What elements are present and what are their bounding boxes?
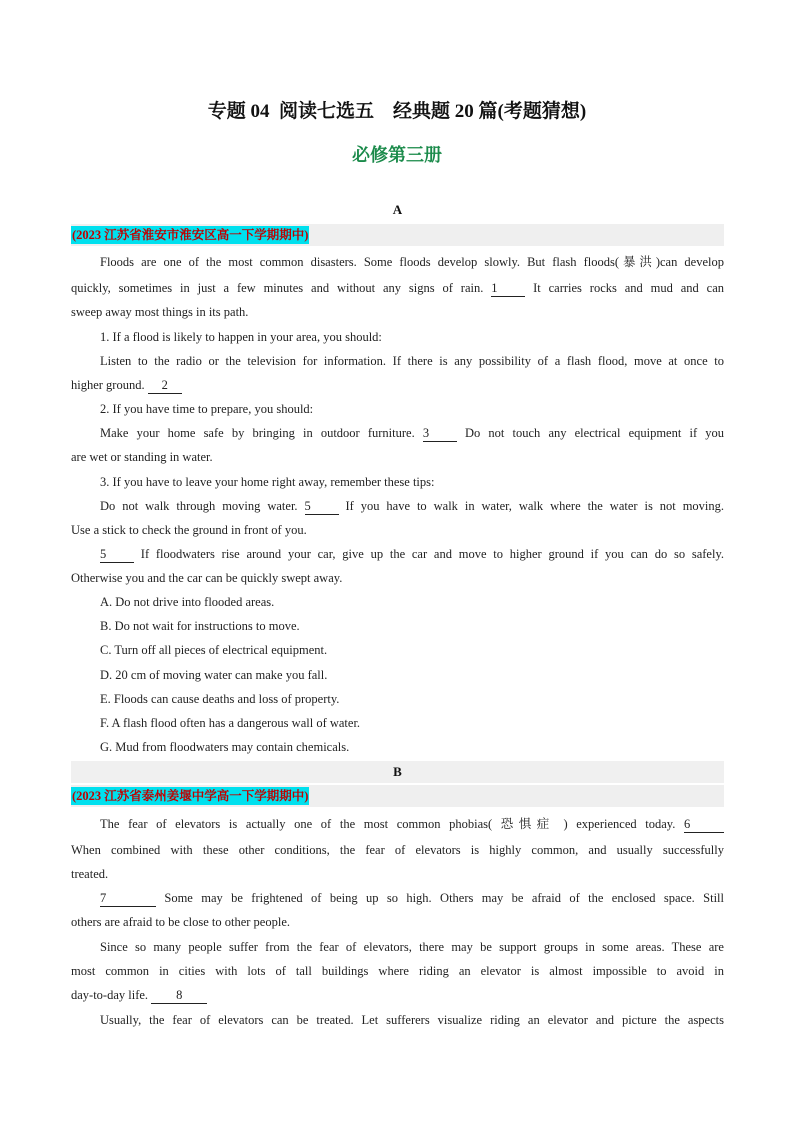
passage-a-heading-2: 2. If you have time to prepare, you should:	[100, 402, 314, 416]
passage-b-p2-line2: others are afraid to be close to other people.	[71, 915, 291, 929]
blank-2[interactable]: 2	[148, 378, 182, 394]
document-title: 专题 04 阅读七选五 经典题 20 篇(考题猜想)	[207, 101, 587, 122]
passage-b-p2-line1-text: Some may be frightened of being up so high. Others may be afraid of the enclosed space. Still	[164, 891, 724, 905]
blank-7[interactable]: 7	[100, 891, 156, 907]
option-f: F. A flash flood often has a dangerous wall of water.	[100, 716, 361, 730]
passage-a-p1-line2b: It carries rocks and mud and can	[533, 281, 725, 295]
passage-a-p3-line1a: Make your home safe by bringing in outdoor furniture.	[100, 426, 415, 440]
passage-b-p3-line3-text: day-to-day life.	[71, 988, 149, 1002]
passage-b-p3-line1: Since so many people suffer from the fear of elevators, there may be support groups in some areas. These are	[100, 940, 724, 954]
passage-b-p4-line1: Usually, the fear of elevators can be treated. Let sufferers visualize riding an elevator and picture the aspects	[100, 1013, 724, 1027]
passage-b-p1-line2: When combined with these other conditions, the fear of elevators is highly common, and usually successfully	[71, 843, 724, 857]
passage-a-source-bar	[71, 224, 724, 246]
passage-b-p1-line1	[71, 812, 724, 836]
passage-a-p1-line2a: quickly, sometimes in just a few minutes and without any signs of rain.	[71, 281, 484, 295]
passage-a-p4-line1a: Do not walk through moving water.	[100, 499, 298, 513]
passage-a-p4-line1b: If you have to walk in water, walk where the water is not moving.	[345, 499, 725, 513]
passage-a-p4-line1	[71, 494, 724, 518]
blank-8[interactable]: 8	[151, 988, 207, 1004]
passage-a-p5-line1-text: If floodwaters rise around your car, give up the car and move to higher ground if you can do so safely.	[140, 547, 725, 561]
passage-b-p3-line3	[71, 983, 724, 1007]
passage-b-source-bar	[71, 785, 724, 807]
passage-a-p3-line1	[71, 421, 724, 445]
passage-a-p2-line2-text: higher ground.	[71, 378, 145, 392]
passage-a-p3-line2: are wet or standing in water.	[71, 450, 213, 464]
blank-4[interactable]: 5	[305, 499, 339, 515]
passage-a-p1-line3: sweep away most things in its path.	[71, 305, 249, 319]
passage-a-p5-line2: Otherwise you and the car can be quickly swept away.	[71, 571, 343, 585]
passage-a-heading-1: 1. If a flood is likely to happen in your area, you should:	[100, 330, 382, 344]
passage-a-p4-line2: Use a stick to check the ground in front of you.	[71, 523, 307, 537]
option-b: B. Do not wait for instructions to move.	[100, 619, 300, 633]
passage-b-p2-line1	[71, 886, 724, 910]
passage-b-label: B	[71, 761, 724, 783]
blank-6[interactable]: 6	[684, 817, 724, 833]
passage-a-p2-line2	[71, 373, 724, 397]
option-d: D. 20 cm of moving water can make you fall.	[100, 668, 328, 682]
option-c: C. Turn off all pieces of electrical equipment.	[100, 643, 328, 657]
passage-a-heading-3: 3. If you have to leave your home right away, remember these tips:	[100, 475, 435, 489]
blank-1[interactable]: 1	[491, 281, 525, 297]
passage-b-p1-line3: treated.	[71, 867, 109, 881]
blank-3[interactable]: 3	[423, 426, 457, 442]
passage-a-p5-line1	[71, 542, 724, 566]
blank-5[interactable]: 5	[100, 547, 134, 563]
passage-b-p1-line1-text: The fear of elevators is actually one of the most common phobias( 恐惧症 ) experienced today.	[100, 817, 676, 831]
passage-a-label: A	[392, 202, 403, 217]
option-a: A. Do not drive into flooded areas.	[100, 595, 275, 609]
passage-a-p1-line1: Floods are one of the most common disasters. Some floods develop slowly. But flash floods(暴洪)can develop	[100, 255, 724, 269]
passage-b-p3-line2: most common in cities with lots of tall buildings where riding an elevator is almost impossible to avoid in	[71, 964, 724, 978]
option-g: G. Mud from floodwaters may contain chemicals.	[100, 740, 350, 754]
passage-a-source: (2023 江苏省淮安市淮安区高一下学期期中)	[72, 228, 309, 242]
passage-b-source: (2023 江苏省泰州姜堰中学高一下学期期中)	[72, 789, 309, 803]
passage-a-p2-line1: Listen to the radio or the television for information. If there is any possibility of a flash flood, move at once to	[100, 354, 724, 368]
option-e: E. Floods can cause deaths and loss of property.	[100, 692, 340, 706]
passage-a-p1-line2	[71, 276, 724, 300]
passage-a-p3-line1b: Do not touch any electrical equipment if you	[465, 426, 724, 440]
document-subtitle: 必修第三册	[352, 145, 442, 165]
